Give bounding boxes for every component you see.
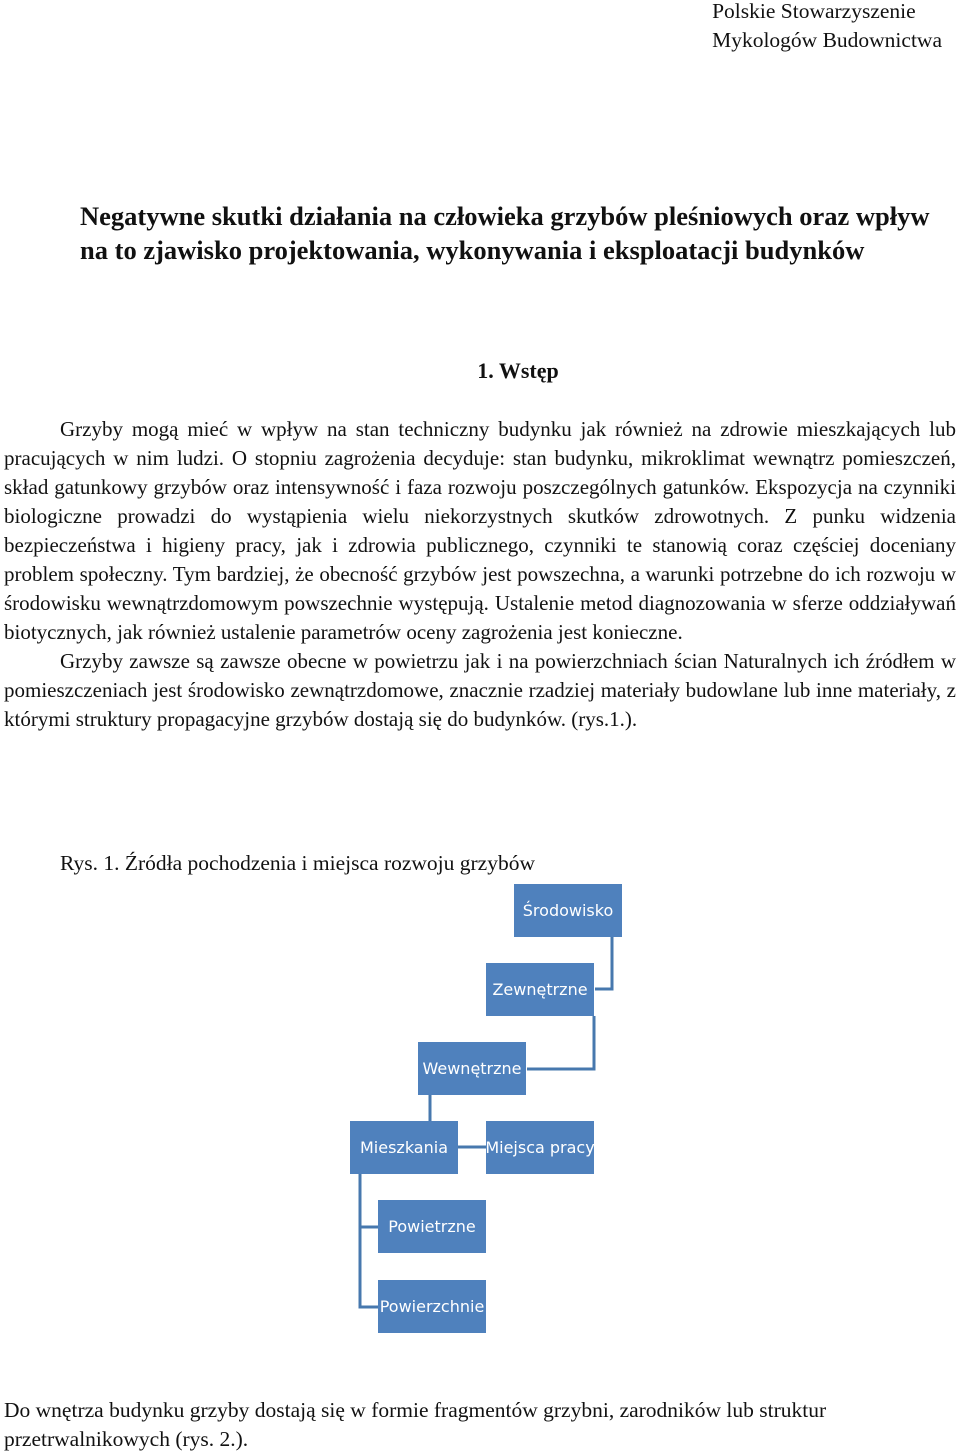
paragraph-2: Grzyby zawsze są zawsze obecne w powietrzu jak i na powierzchniach ścian Naturalnych ich źródłem w pomieszczeniach jest środowisko zewnątrzdomowe, znacznie rzadziej materiały budowlane lub inne materiały, z którymi struktury propagacyjne grzybów dostają się do budynków. (rys.1.). bbox=[4, 649, 956, 731]
paragraph-1: Grzyby mogą mieć w wpływ na stan techniczny budynku jak również na zdrowie mieszkających lub pracujących w nim ludzi. O stopniu zagrożenia decyduje: stan budynku, mikroklimat wewnątrz pomieszczeń, skład gatunkowy grzybów oraz intensywność i faza rozwoju poszczególnych gatunków. Ekspozycja na czynniki biologiczne prowadzi do wystąpienia wielu niekorzystnych skutków zdrowotnych. Z punku widzenia bezpieczeństwa i higieny pracy, jak i zdrowia publicznego, czynniki te stanowią coraz częściej doceniany problem społeczny. Tym bardziej, że obecność grzybów jest powszechna, a warunki potrzebne do ich rozwoju w środowisku wewnątrzdomowym powszechnie występują. Ustalenie metod diagnozowania w sferze oddziaływań biotycznych, jak również ustalenie parametrów oceny zagrożenia jest konieczne. bbox=[4, 417, 956, 644]
fungi-sources-diagram bbox=[0, 875, 960, 1365]
node-wewnetrzne bbox=[418, 1042, 526, 1095]
org-line-1: Polskie Stowarzyszenie bbox=[712, 0, 916, 23]
node-mieszkania bbox=[350, 1121, 458, 1174]
organization-header bbox=[712, 0, 942, 54]
node-zewnetrzne bbox=[486, 963, 594, 1016]
node-label-zewnetrzne: Zewnętrzne bbox=[492, 980, 588, 999]
node-label-miejsca-pracy: Miejsca pracy bbox=[485, 1138, 595, 1157]
body-text bbox=[4, 415, 956, 734]
connector-mieszkania-powietrzne bbox=[360, 1174, 378, 1227]
connector-mieszkania-powierzchnie bbox=[360, 1174, 378, 1307]
footer-paragraph: Do wnętrza budynku grzyby dostają się w formie fragmentów grzybni, zarodników lub struktur przetrwalnikowych (rys. 2.). bbox=[4, 1398, 827, 1451]
node-label-powierzchnie: Powierzchnie bbox=[379, 1297, 485, 1316]
section-heading: 1. Wstęp bbox=[477, 358, 559, 383]
node-label-wewnetrzne: Wewnętrzne bbox=[422, 1059, 522, 1078]
connector-srodowisko-zewnetrzne bbox=[595, 937, 612, 989]
figure-caption: Rys. 1. Źródła pochodzenia i miejsca rozwoju grzybów bbox=[60, 851, 535, 875]
document-title: Negatywne skutki działania na człowieka grzybów pleśniowych oraz wpływ na to zjawisko projektowania, wykonywania i eksploatacji budynków bbox=[80, 201, 930, 265]
node-label-srodowisko: Środowisko bbox=[522, 901, 614, 920]
node-powietrzne bbox=[378, 1200, 486, 1253]
node-powierzchnie bbox=[378, 1280, 486, 1333]
node-miejsca-pracy bbox=[485, 1121, 594, 1174]
node-label-mieszkania: Mieszkania bbox=[359, 1138, 449, 1157]
node-label-powietrzne: Powietrzne bbox=[388, 1217, 476, 1236]
connector-zewnetrzne-wewnetrzne bbox=[527, 1016, 594, 1069]
org-line-2: Mykologów Budownictwa bbox=[712, 27, 942, 52]
node-srodowisko bbox=[514, 884, 622, 937]
